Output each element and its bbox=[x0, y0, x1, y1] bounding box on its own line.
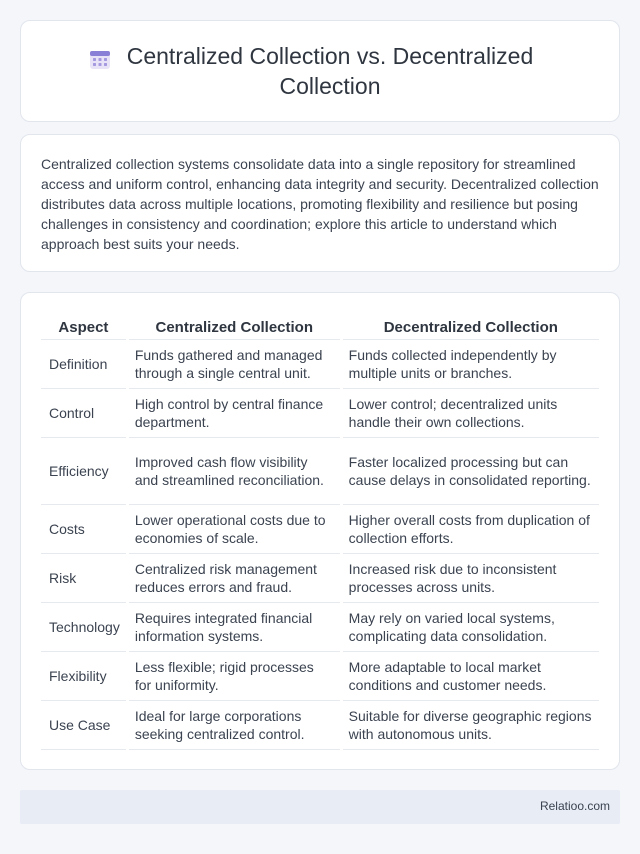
centralized-cell: High control by central finance department. bbox=[127, 389, 341, 438]
page-title: Centralized Collection vs. Decentralized Collection bbox=[126, 43, 534, 99]
table-row bbox=[41, 340, 599, 389]
table-row bbox=[41, 389, 599, 438]
decentralized-cell: Funds collected independently by multiple units or branches. bbox=[341, 340, 599, 389]
centralized-cell: Less flexible; rigid processes for uniformity. bbox=[127, 652, 341, 701]
centralized-cell: Lower operational costs due to economies of scale. bbox=[127, 505, 341, 554]
decentralized-cell: May rely on varied local systems, complicating data consolidation. bbox=[341, 603, 599, 652]
decentralized-cell: Faster localized processing but can cause delays in consolidated reporting. bbox=[341, 438, 599, 505]
decentralized-cell: Higher overall costs from duplication of collection efforts. bbox=[341, 505, 599, 554]
comparison-card bbox=[20, 292, 620, 770]
aspect-cell: Use Case bbox=[41, 701, 127, 750]
centralized-cell: Requires integrated financial information systems. bbox=[127, 603, 341, 652]
decentralized-cell: Suitable for diverse geographic regions with autonomous units. bbox=[341, 701, 599, 750]
aspect-cell: Flexibility bbox=[41, 652, 127, 701]
header-decentralized: Decentralized Collection bbox=[341, 315, 599, 340]
aspect-cell: Control bbox=[41, 389, 127, 438]
centralized-cell: Ideal for large corporations seeking centralized control. bbox=[127, 701, 341, 750]
aspect-cell: Definition bbox=[41, 340, 127, 389]
footer-bar bbox=[20, 790, 620, 824]
comparison-table bbox=[41, 315, 599, 750]
table-row bbox=[41, 652, 599, 701]
table-row bbox=[41, 438, 599, 505]
intro-card bbox=[20, 134, 620, 272]
centralized-cell: Funds gathered and managed through a single central unit. bbox=[127, 340, 341, 389]
aspect-cell: Costs bbox=[41, 505, 127, 554]
footer-site-label: Relatioo.com bbox=[539, 799, 610, 813]
decentralized-cell: More adaptable to local market conditions and customer needs. bbox=[341, 652, 599, 701]
table-row bbox=[41, 505, 599, 554]
decentralized-cell: Increased risk due to inconsistent processes across units. bbox=[341, 554, 599, 603]
centralized-cell: Improved cash flow visibility and streamlined reconciliation. bbox=[127, 438, 341, 505]
centralized-cell: Centralized risk management reduces errors and fraud. bbox=[127, 554, 341, 603]
title-card bbox=[20, 20, 620, 122]
table-row bbox=[41, 603, 599, 652]
table-row bbox=[41, 554, 599, 603]
aspect-cell: Risk bbox=[41, 554, 127, 603]
table-header-row bbox=[41, 315, 599, 340]
header-centralized: Centralized Collection bbox=[127, 315, 341, 340]
table-row bbox=[41, 701, 599, 750]
decentralized-cell: Lower control; decentralized units handle their own collections. bbox=[341, 389, 599, 438]
intro-paragraph: Centralized collection systems consolidate data into a single repository for streamlined access and uniform control, enhancing data integrity and security. Decentralized collection distributes data across multiple locations, promoting flexibility and resilience but posing challenges in consistency and coordination; explore this article to understand which approach best suits your needs. bbox=[41, 156, 599, 252]
header-aspect: Aspect bbox=[41, 315, 127, 340]
aspect-cell: Efficiency bbox=[41, 438, 127, 505]
aspect-cell: Technology bbox=[41, 603, 127, 652]
